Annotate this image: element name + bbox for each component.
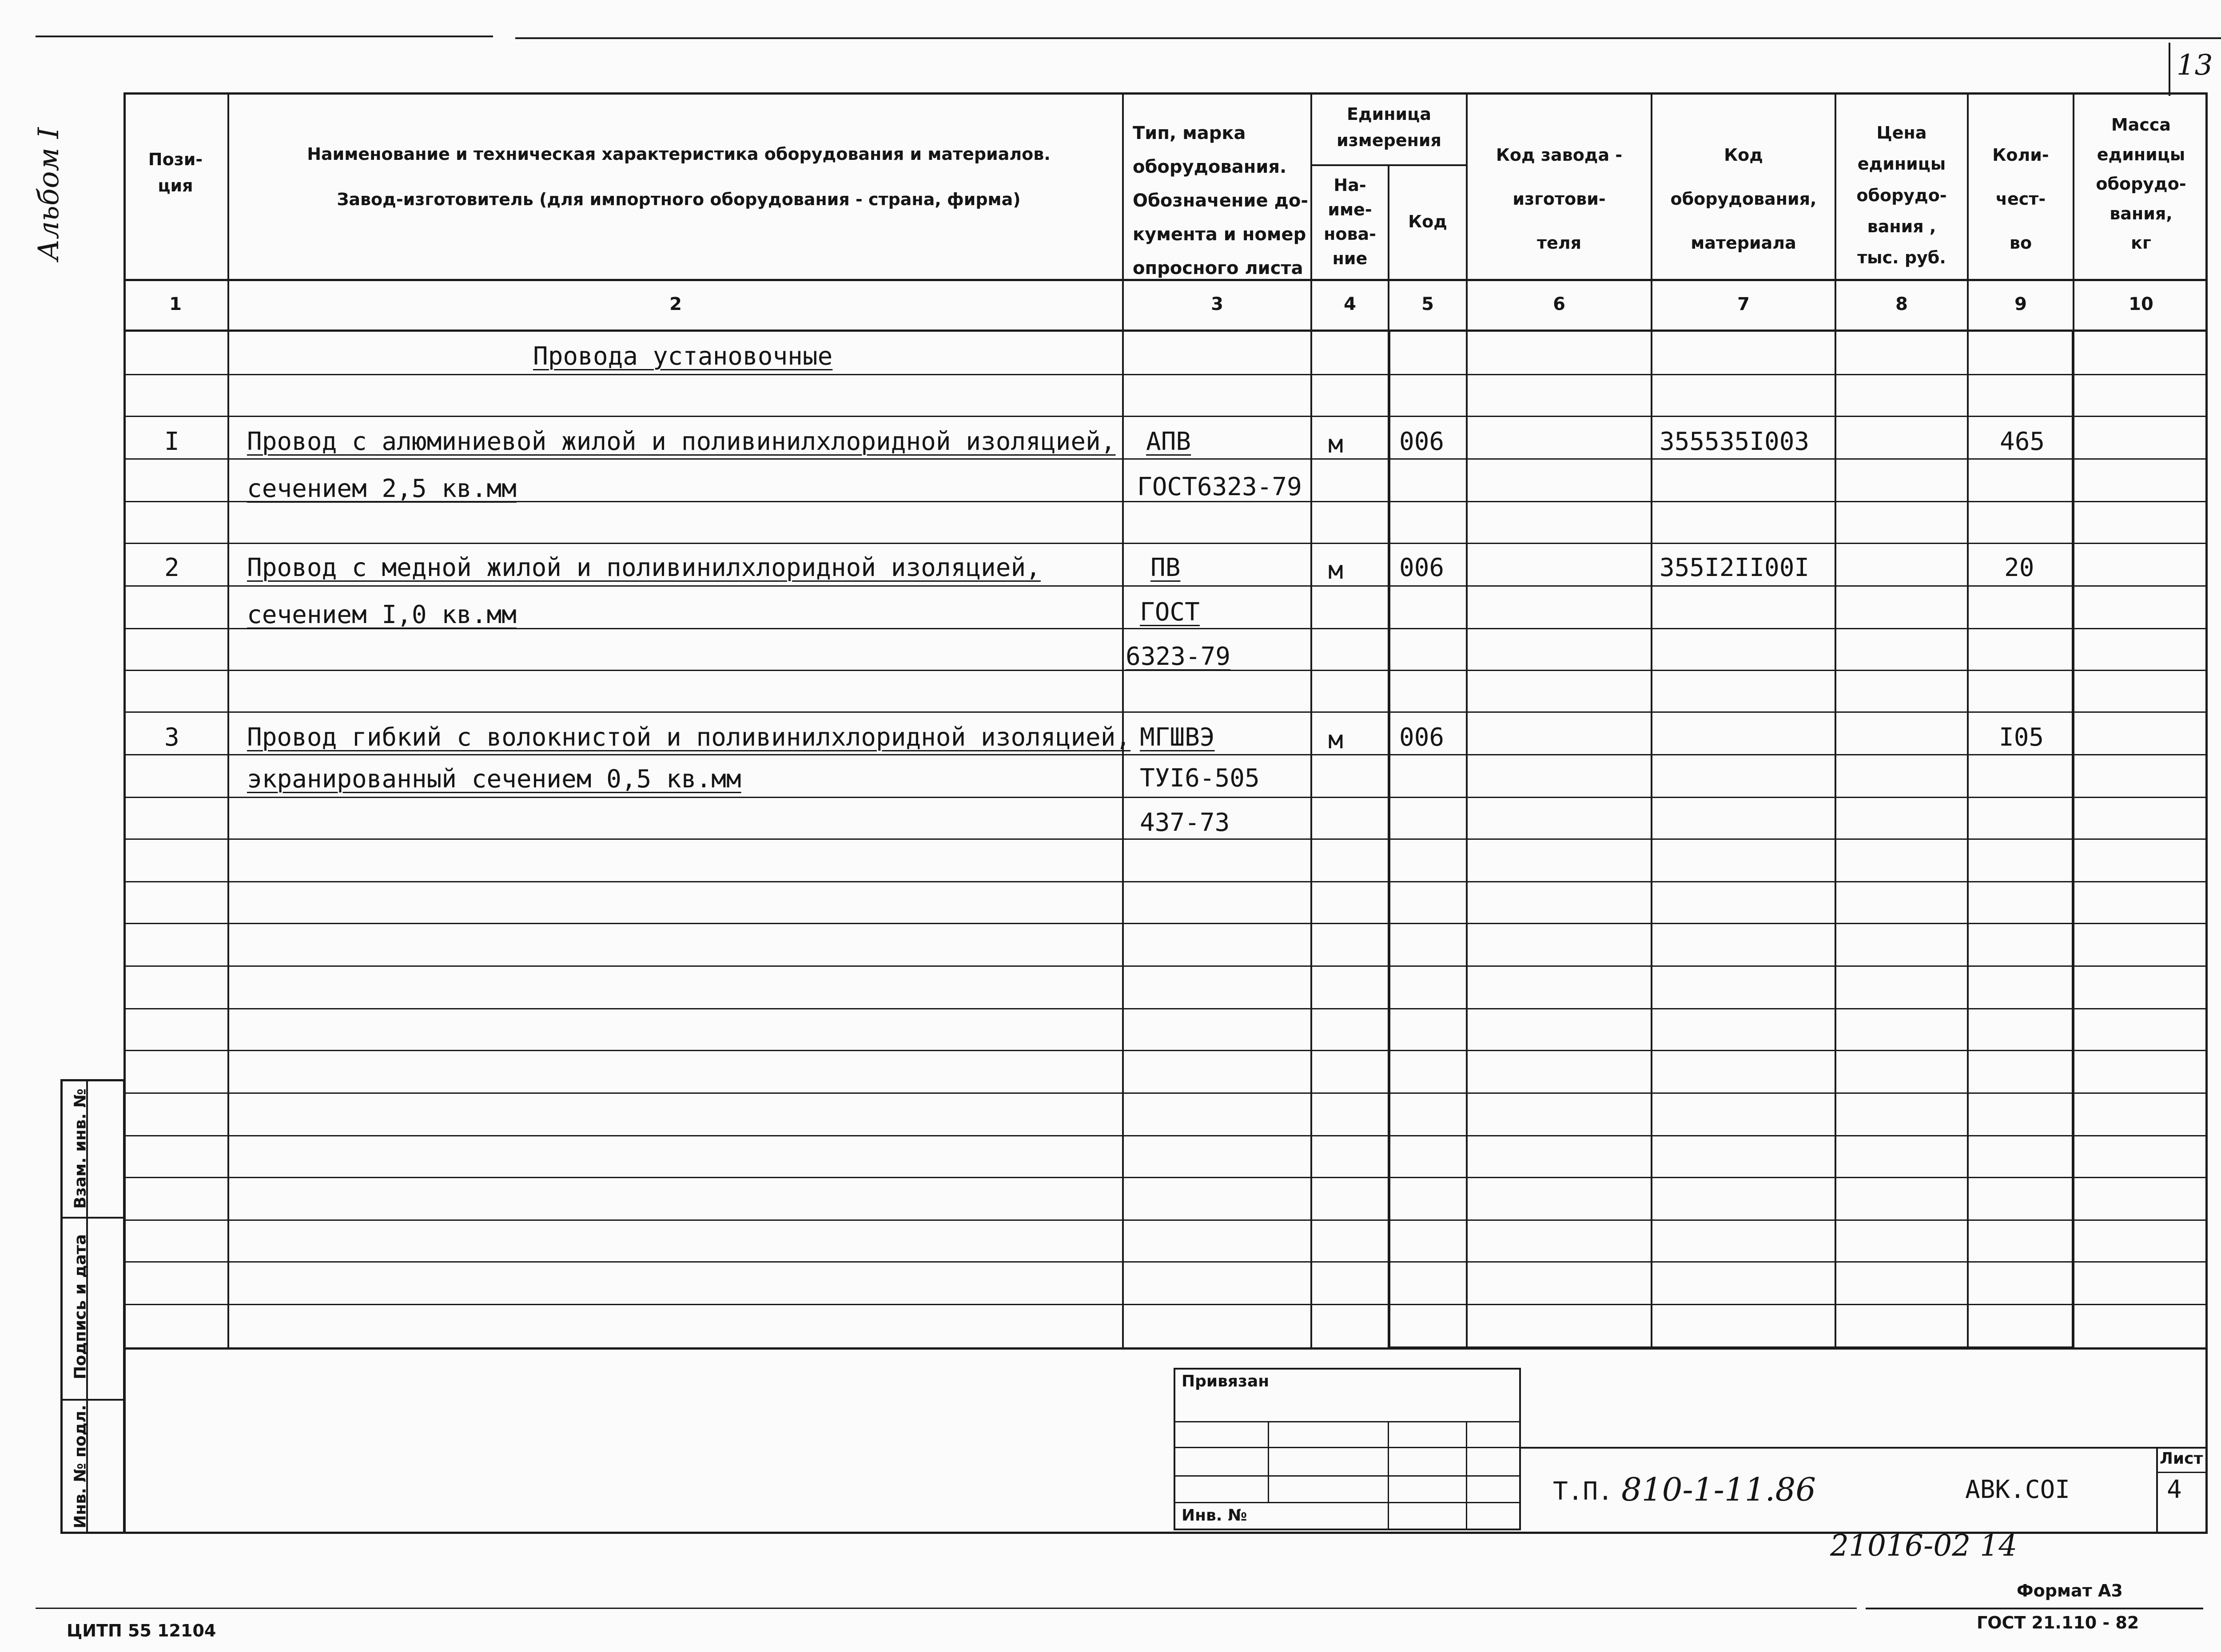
section-title: Провода установочные <box>533 342 833 371</box>
colnum-1: 1 <box>169 294 182 314</box>
row-line <box>123 458 2208 460</box>
side-stamp-line1 <box>60 1217 125 1219</box>
titleblock-top <box>1521 1447 2208 1449</box>
item-3-type-line2: ТУI6-505 <box>1140 764 1260 793</box>
item-1-qty: 465 <box>2000 427 2045 456</box>
item-2-equip-code: 355I2II00I <box>1660 553 1810 582</box>
item-2-type-line2: ГОСТ <box>1140 598 1200 627</box>
header-equip-code: Код оборудования, материала <box>1670 145 1817 253</box>
unit-group-line <box>1310 164 1468 166</box>
colnum-7: 7 <box>1737 294 1750 314</box>
header-unit-group: Единица измерения <box>1337 104 1441 150</box>
side-stamp-line2 <box>60 1399 125 1401</box>
privyazan-col2 <box>1388 1421 1389 1530</box>
side-label-inv: Инв. № подл. <box>71 1405 90 1529</box>
page-number: 13 <box>2177 49 2213 82</box>
header-position: Пози- ция <box>148 150 203 195</box>
row-line <box>123 923 2208 924</box>
item-3-unit: м <box>1328 726 1343 755</box>
item-2-type-line1: ПВ <box>1150 553 1181 582</box>
row-line <box>123 797 2208 798</box>
doc-mark: АВК.СОI <box>1965 1475 2070 1504</box>
doc-code-hand: 810-1-11.86 <box>1621 1471 1816 1508</box>
privyazan-line3 <box>1174 1475 1521 1477</box>
row-line <box>123 754 2208 755</box>
table-bottom-line <box>123 1347 2208 1350</box>
item-2-unit: м <box>1328 556 1343 585</box>
header-factory-code: Код завода - изготови- теля <box>1496 145 1623 253</box>
item-1-type-line2: ГОСТ6323-79 <box>1137 473 1302 501</box>
item-1-unit: м <box>1328 430 1343 459</box>
row-line <box>123 416 2208 417</box>
item-2-type-line3: 6323-79 <box>1126 642 1231 671</box>
colnum-5: 5 <box>1421 294 1434 314</box>
row-line <box>123 1008 2208 1009</box>
item-2-name-line2: сечением I,0 кв.мм <box>247 600 517 629</box>
row-line <box>123 543 2208 544</box>
item-1-name-line2: сечением 2,5 кв.мм <box>247 474 517 503</box>
privyazan-line2 <box>1174 1447 1521 1448</box>
colnum-6: 6 <box>1553 294 1565 314</box>
page-number-divider <box>2169 43 2170 96</box>
item-3-type-line3: 437-73 <box>1140 808 1230 837</box>
row-line <box>123 838 2208 840</box>
header-mass: Масса единицы оборудо- вания, кг <box>2096 115 2186 253</box>
item-2-pos: 2 <box>164 553 179 582</box>
privyazan-col1 <box>1268 1421 1269 1502</box>
footer-line-left <box>36 1608 1857 1609</box>
item-3-type-line1: МГШВЭ <box>1140 723 1215 752</box>
row-line <box>123 1135 2208 1136</box>
header-price: Цена единицы оборудо- вания , тыс. руб. <box>1856 123 1947 268</box>
col-line-1 <box>227 92 229 1349</box>
cipher-label: ЦИТП 55 12104 <box>67 1621 216 1640</box>
footer-line-right <box>1866 1608 2203 1609</box>
top-line-left <box>36 36 493 37</box>
row-line <box>123 965 2208 967</box>
item-1-unit-code: 006 <box>1399 427 1445 456</box>
side-label-vzam: Взам. инв. № <box>71 1088 90 1209</box>
sheet-box-left <box>2156 1447 2158 1534</box>
row-line <box>123 1304 2208 1305</box>
row-line <box>123 585 2208 587</box>
row-line <box>123 711 2208 713</box>
header-name-line1: Наименование и техническая характеристика оборудования и материалов. <box>307 144 1051 164</box>
header-type: Тип, марка оборудования. Обозначение до- кумента и номер опросного листа <box>1133 123 1308 278</box>
item-2-name-line1: Провод с медной жилой и поливинилхлоридной изоляцией, <box>247 553 1041 582</box>
colnum-10: 10 <box>2129 294 2153 314</box>
row-line <box>123 881 2208 882</box>
item-3-pos: 3 <box>164 723 179 752</box>
sheet-number: 4 <box>2167 1475 2182 1504</box>
inv-no-label: Инв. № <box>1182 1506 1247 1525</box>
handwritten-number: 21016-02 14 <box>1830 1529 2018 1563</box>
colnum-9: 9 <box>2014 294 2027 314</box>
colnum-8: 8 <box>1895 294 1908 314</box>
gost-label: ГОСТ 21.110 - 82 <box>1977 1613 2139 1632</box>
privyazan-line4 <box>1174 1502 1521 1503</box>
header-name-line2: Завод-изготовитель (для импортного оборудования - страна, фирма) <box>337 190 1021 209</box>
item-3-qty: I05 <box>1999 723 2044 752</box>
row-line <box>123 1219 2208 1221</box>
item-2-qty: 20 <box>2004 553 2034 582</box>
privyazan-line1 <box>1174 1421 1521 1422</box>
row-line <box>123 1261 2208 1263</box>
album-label: Альбом I <box>32 127 65 261</box>
side-label-podpis: Подпись и дата <box>71 1234 90 1379</box>
side-stamp <box>60 1079 125 1534</box>
row-line <box>123 1050 2208 1051</box>
header-unit-name: На- име- нова- ние <box>1324 175 1376 269</box>
sheet-box-mid <box>2156 1472 2208 1473</box>
item-1-type-line1: АПВ <box>1146 427 1191 456</box>
format-label: Формат А3 <box>2017 1581 2123 1600</box>
colnum-2: 2 <box>669 294 682 314</box>
item-2-unit-code: 006 <box>1399 553 1445 582</box>
row-line <box>123 1177 2208 1178</box>
item-1-equip-code: 355535I003 <box>1660 427 1810 456</box>
privyazan-label: Привязан <box>1182 1372 1270 1390</box>
row-line <box>123 374 2208 375</box>
top-line-right <box>515 37 2221 39</box>
item-1-pos: I <box>164 427 179 456</box>
item-3-name-line1: Провод гибкий с волокнистой и поливинилхлоридной изоляцией, <box>247 723 1131 752</box>
colnum-3: 3 <box>1211 294 1223 314</box>
header-unit-code: Код <box>1408 212 1447 231</box>
item-1-name-line1: Провод с алюминиевой жилой и поливинилхлоридной изоляцией, <box>247 427 1116 456</box>
row-line <box>123 1092 2208 1094</box>
col-line-3 <box>1310 92 1312 1349</box>
item-3-unit-code: 006 <box>1399 723 1445 752</box>
item-3-name-line2: экранированный сечением 0,5 кв.мм <box>247 765 741 794</box>
privyazan-col3 <box>1466 1421 1467 1530</box>
doc-code-prefix: Т.П. <box>1553 1477 1613 1506</box>
colnum-4: 4 <box>1344 294 1356 314</box>
sheet-label: Лист <box>2160 1449 2203 1468</box>
header-qty: Коли- чест- во <box>1992 145 2049 253</box>
